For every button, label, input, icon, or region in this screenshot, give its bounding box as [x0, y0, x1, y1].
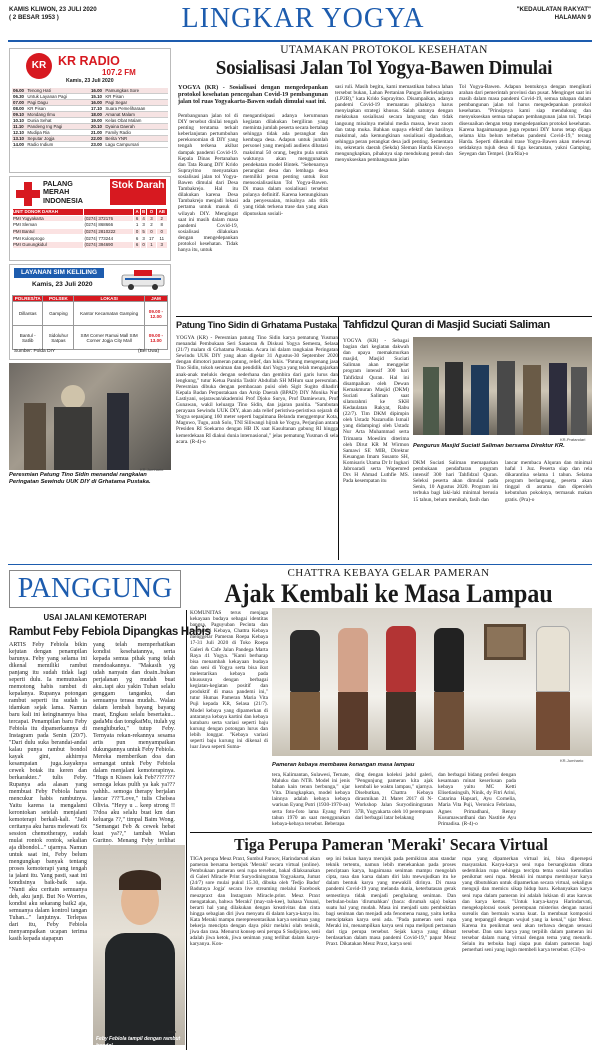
- sim-header-cell: POLRES/TA: [13, 296, 43, 302]
- sim-source: Sumber: Polda DIY: [14, 349, 56, 354]
- red-cross-icon: [16, 182, 40, 206]
- schedule-program: Suara Pemeliharaan: [104, 106, 168, 112]
- pmi-unit: PMI Gunungkidul: [13, 241, 84, 248]
- divider: [176, 316, 592, 317]
- schedule-time: 20.10: [90, 124, 104, 130]
- section-title: LINGKAR YOGYA: [181, 3, 425, 34]
- kebaya-photo-caption: Pameran kebaya membawa kenangan masa lampau: [272, 762, 415, 768]
- schedule-row: [12, 142, 168, 148]
- schedule-program: Tenong Hati: [26, 88, 90, 94]
- schedule-time: 13.10: [12, 136, 26, 142]
- pmi-box: [9, 176, 171, 261]
- schedule-program: Pagi Segar: [104, 100, 168, 106]
- pmi-stock-value: 6: [134, 215, 140, 222]
- schedule-time: 14.00: [12, 142, 26, 148]
- sim-row: [13, 302, 168, 326]
- paper-name: "KEDAULATAN RAKYAT": [516, 6, 591, 13]
- schedule-time: 17.10: [90, 106, 104, 112]
- sim-header-cell: JAM: [144, 296, 167, 302]
- pmi-title: [43, 180, 83, 205]
- pmi-stock-value: 0: [147, 228, 156, 235]
- pmi-stock-value: 0: [134, 228, 140, 235]
- sim-keliling-box: [9, 264, 171, 360]
- kr-radio-frequency: 107.2 FM: [102, 68, 136, 77]
- schedule-program: Amanat Malam: [104, 112, 168, 118]
- tino-photo: [9, 363, 171, 470]
- feby-photo: [93, 845, 185, 1045]
- sim-cell: 09.00 - 12.00: [144, 302, 167, 326]
- sim-row: [13, 326, 168, 350]
- pmi-stock-value: 2: [147, 222, 156, 229]
- edition-date-jawa: ( 2 BESAR 1953 ): [9, 14, 59, 21]
- page-label: HALAMAN 9: [554, 14, 591, 21]
- schedule-program: Kelas Obat Malam: [104, 118, 168, 124]
- schedule-program: Pagi Dagu: [26, 100, 90, 106]
- schedule-time: 12.10: [12, 130, 26, 136]
- schedule-program: Berita YNR: [104, 136, 168, 142]
- pmi-stock-value: 0: [156, 228, 168, 235]
- schedule-time: 19.00: [90, 118, 104, 124]
- paper-info: [517, 6, 591, 22]
- kr-radio-logo-icon: KR: [26, 53, 52, 79]
- meraki-column-2: sep ini bukan hanya merujuk pada pemikiran atau standar teknik tertentu, namun lebih menekankan pada proses penciptaan karya, bagaimana seniman mampu mengolah cipta, rasa dan karsa dalam diri lalu mewujudkan itu ke dalam bentuk karya yang mewakili dirinya. Di masa pandemi Covid-19 yang melanda dunia, keterbatasan gerak semestinya tidak menjadi penghalang seniman. Dan berbulan-bulan 'dirumahkan' (baca: dirumah saja) bukan suatu hal yang mudah. Masa ini menjadi satu pembuktian bagi seniman dan menjadi ada fenomena ruang, yaitu ketika menciptakan karya seni ada. "Pada pameran seni rupa Meraki ini, menampilkan karya seni rupa meliputi pertaunan dari tiga perupa tersebut. Sejak karya yang dibuat berdasarkan dalam masa pandemi Covid-19," papar Meuz Praxt. Dikatakan Meuz Praxt, karya seni: [326, 856, 456, 948]
- pmi-title-2: MERAH: [43, 187, 70, 197]
- stok-darah-title: Stok Darah: [110, 179, 166, 205]
- pmi-stock-value: 3: [140, 235, 146, 242]
- schedule-time: 22.00: [90, 136, 104, 142]
- sim-cell: SIM Corner Ramai Mall SIM Corner Jogja City Mall: [74, 326, 145, 350]
- schedule-time: 06.00: [12, 88, 26, 94]
- kr-radio-box: [9, 48, 171, 173]
- schedule-program: Untuk Layanan Pagi: [26, 94, 90, 100]
- pmi-stock-value: 3: [156, 241, 168, 248]
- pmi-stock-value: 4: [140, 215, 146, 222]
- edition-date: [9, 6, 97, 22]
- sim-keliling-title: LAYANAN SIM KELILING: [14, 268, 104, 278]
- feby-headline: Rambut Feby Febiola Dipangkas Habis: [9, 626, 211, 638]
- schedule-time: 16.00: [90, 100, 104, 106]
- pmi-row: [13, 235, 168, 242]
- pmi-stock-value: 11: [156, 235, 168, 242]
- schedule-program: Mudipa Ria: [26, 130, 90, 136]
- schedule-time: 07.00: [12, 100, 26, 106]
- pmi-stock-value: 0: [140, 241, 146, 248]
- pmi-header-cell: [84, 209, 134, 216]
- feby-column-2a: [93, 642, 175, 842]
- pmi-phone: (0274) 372176: [84, 215, 134, 222]
- kr-radio-schedule: [12, 88, 168, 148]
- feby-kicker: USAI JALANI KEMOTERAPI: [43, 613, 147, 622]
- kr-radio-logo: KR RADIO: [58, 54, 120, 68]
- schedule-program: KR Pisan: [26, 106, 90, 112]
- schedule-program: Lagu Campursari: [104, 142, 168, 148]
- kr-radio-header: [10, 49, 170, 87]
- pmi-stock-value: 2: [156, 215, 168, 222]
- divider: [338, 316, 339, 560]
- sim-cell: Sidoluhur Satpas: [43, 326, 74, 350]
- divider: [190, 832, 592, 833]
- schedule-program: Radio Indium: [26, 142, 90, 148]
- kebaya-photo: [272, 608, 592, 756]
- pmi-row: [13, 215, 168, 222]
- pmi-header-cell: AB: [156, 209, 168, 216]
- pmi-header-cell: B: [142, 209, 146, 215]
- schedule-time: 08.00: [12, 106, 26, 112]
- schedule-time: 23.00: [90, 142, 104, 148]
- schedule-time: 18.00: [90, 112, 104, 118]
- pmi-title-1: PALANG: [43, 179, 73, 188]
- divider: [186, 610, 187, 1050]
- pmi-stock-value: 3: [140, 222, 146, 229]
- schedule-time: 09.10: [12, 112, 26, 118]
- schedule-program: Dunia Sehat: [26, 118, 90, 124]
- tahfidzul-photo: [413, 337, 592, 435]
- sim-note: (Bei Uwa): [138, 349, 160, 354]
- sim-keliling-date: Kamis, 23 Juli 2020: [32, 281, 93, 288]
- kebaya-column-2: tera, Kalimantan, Sulawesi, Ternate, Maluku dan NTB. Model ini jenis bahan kain tenun berbunga," ujar Vita. Diungkapkan, model kebaya lainnya adalah kebaya kebaya warisan Eyang Putri (1930-1970-an) serta foto-foto lama Eyang Putri tahun 1970 an saat menggunakan kebaya-kebaya tersebut. Beberapa: [272, 772, 350, 827]
- tol-column-4: Tol Yogya-Bawen. Adapun bentuknya dengan mengikuti arahan dari pemerintah provinsi dan pusat. Menginget saat ini masih dalam masa pandemi Covid-19, semua tahapan dalam pembangunan jalan tol harus mengedepankan protokol kesehatan. "Prinsipnya kami siap mendukung dan menyukseskan semua tahapan pembangunan jalan tol. Tetapi disesuaikan dengan tetap mengedepankan protokol kesehatan. Karena bagaimanapun juga reputasi DIY harus tetap dijaga selama kita belum terbebas pandemi Covid-19," terang Harda. Seperti diketahui trase Yogya-Bawen akan melewati setidaknya tujuh desa di tiga kecamatan, yakni Gamping, Seyegan dan Tempel. (Ira/Ria)-o: [459, 84, 591, 158]
- kr-radio-date: Kamis, 23 Juli 2020: [66, 78, 114, 84]
- schedule-row: [12, 106, 168, 112]
- masthead-rule: [8, 40, 592, 42]
- pmi-stock-table: [12, 208, 168, 249]
- schedule-program: Family Radio: [104, 130, 168, 136]
- schedule-program: Seputar Jogja: [26, 136, 90, 142]
- pmi-phone: (0274) 2810222: [84, 228, 134, 235]
- pmi-phone: (0274) 868666: [84, 222, 134, 229]
- schedule-time: 21.00: [90, 130, 104, 136]
- pmi-stock-value: 17: [147, 235, 156, 242]
- kebaya-column-4: dan berbagai bidang profesi dengan kesamaan minat keseriusan pada kebaya yaitu MC Ketti Elisetiasingsih, Ninik, dy Fitri Arini, Catarina Hapsari, Ayu Cornelia, Maria Vita Puji, Veronica Febriana, Agnes Primadhani, Renny Kusumawardhani dan Nastitie Ayu Primadisa. (R-4)-o: [438, 772, 516, 827]
- sim-header-cell: LOKASI: [74, 296, 145, 302]
- tahfidzul-photo-credit: KR-Pratandari: [560, 437, 586, 442]
- schedule-program: KR Pisan: [104, 94, 168, 100]
- feby-photo-credit: Insta: [168, 1030, 177, 1034]
- tahfidzul-column-1: YOGYA (KR) - Sebagai bagian dari kegiatan dakwah dan upaya memakmurkan masjid, Masjid Suciati Saliman akan menggelar program intensif 300 hari Tahfidzul Quran. Hal ini disampaikan oleh Dewan Kemakmuran Masjid (DKM) Suciati Saliman saat silaturahmi ke SKH Kedaulatan Rakyat, Rabu (22/7). Tim DKM dipimpin oleh Ustadz Nazarudin Ismail yang didampingi oleh Ustadz Nur Arta Muhammad serta Trimanta Moeslim diterima oleh Dirut KR M Wirmon Samawi SE MIB, Direktur Keuangan Imam Susanto SH, Komisaris Utama Dr Ir Ingkari Jabroaradi serta Wapemred Drs H Ahmad Luthfie MS. Pada kesempatan itu: [343, 338, 409, 485]
- section-rule: [8, 564, 592, 565]
- tahfidzul-headline: Tahfidzul Quran di Masjid Suciati Saliman: [343, 319, 550, 331]
- panggung-section-title: PANGGUNG: [9, 570, 181, 608]
- pmi-phone: (0274) 773244: [84, 235, 134, 242]
- schedule-time: 16.00: [90, 88, 104, 94]
- pmi-unit: PMI Yogyakarta: [13, 215, 84, 222]
- tol-column-3: sasi ruli. Masih begitu, kami memastikan bahwa lahan tersebut bukan, Lahan Pertanian Pangan Berkelanjutan (LP2B)," kata Krido Suprayitno. Disampaikan, adanya pandemi Covid-19 memantau pihaknya harus menyiapkan strategi khusus. Salah satunya dengan melakukan sosialisasi secara langsung dan tidak langsung misalnya melalui media massa, lewat zoom dan tatap muka. Bahkan supaya efektif dan hasilnya maksimal, ada kemungkinan sosialisasi dipadatkan, sehingga peran perangkat desa jadi penting. Sementara itu, sekretaris daerah (Sekda) Sleman Harda Kiswoyo mengungkapkan, pihaknya siap mendukung penuh dan menyukseskan pembangunan jalan: [335, 84, 453, 164]
- pmi-stock-value: 6: [134, 235, 140, 242]
- tino-headline: Patung Tino Sidin di Grhatama Pustaka: [176, 320, 337, 330]
- schedule-time: 10.10: [12, 118, 26, 124]
- pmi-row: [13, 222, 168, 229]
- pmi-stock-value: 1: [134, 222, 140, 229]
- sim-cell: Gamping: [43, 302, 74, 326]
- pmi-header-cell: A: [135, 209, 139, 215]
- pmi-header-cell: UNIT DONOR DARAH: [13, 209, 84, 216]
- kebaya-kicker: CHATTRA KEBAYA GELAR PAMERAN: [287, 567, 490, 579]
- sim-cell: Dillantas: [13, 302, 43, 326]
- tol-lead: YOGYA (KR) - Sosialisasi dengan mengedepankan protokol kesehatan pencegahan Covid-19 pembangunan jalan tol ruas Yogyakarta-Bawen sudah dimulai saat ini.: [178, 84, 328, 106]
- pmi-stock-value: 3: [147, 215, 156, 222]
- pmi-stock-value: 8: [156, 222, 168, 229]
- schedule-program: Pandeng Ing Pagi: [26, 124, 90, 130]
- kebaya-column-1: KOMUNITAS terus menjaga kekayaan budaya sebagai identitas bangsa, Paguyuban Pecinta dan Pemerhati Kebaya, Chattra Kebaya menggelar Pameran Roepa Kebaya 17-31 Juli 2020 di Toko Roepa Galeri & Cafe Jalan Pandega Marta Raya 41 Yogya. "Kami berharap bisa menambah kekayaan budaya dan seni di Yogya serta bisa ikut melestarikan kebaya pada khususnya dengan berbagai kegiatan-kegiatan positif dan produktif di masa pandemi ini," tutur Humas Pameran Maria Vita Puji kepada KR, Selasa (21/7). Model kebaya yang dipamerkan di antaranya kebaya kartini dan kebaya kutubaru serta variasi seperti baju kurung dengan potongan lurus dan lebih longgar. "Kebaya variasi seperti baju kurung ini dikenal di luar Jawa seperti Suma-: [190, 610, 268, 751]
- pmi-phone: (0274) 394690: [84, 241, 134, 248]
- police-car-icon: [120, 269, 166, 291]
- pmi-unit: PMI Sleman: [13, 222, 84, 229]
- tino-photo-credit: KR-Jumhario: [140, 467, 164, 472]
- tahfidzul-column-3: lancar membaca Alquran dan minimal hafal 1 Juz. Peserta siap dan rela dikarantina selama 1 tahun. Selama program berlangsung, peserta akan tinggal di asrama dan diperoleh kebutuhan pokoknya, termasuk makan gratis. (Pra)-o: [505, 460, 592, 503]
- tino-photo-caption: Peresmian Patung Tino Sidin menandai rangkaian Peringatan Sewindu UUK DIY di Grhatama Pustaka.: [9, 472, 151, 485]
- feby-column-2-text: yang telah memperhatikan kondisi kesehatannya, serta kepada semua pihak yang telah mendoakannya. "Makasih yg udah nanyain dan doain..bukan perjalanan yg mudah buat aku..tapi aku yakin Tuhan selalu genggam tanganku, dan semuanya terasa mudah.. Walau dalam lembah bayang bayang maut, Engkau selalu besertaku... gadaMu dan tongkatMu, itulah yg menghiburku," tutup Feby. Ternyata rekan-rekannya sesama artis pun menyampaikan dukungannya untuk Feby Febiola. Mereka memberikan doa dan semangat untuk Feby Febiola dalam menjalani kemoterapinya. "Hugs n Kisses kak Feb???????? semoga lekas pulih ya kak ya??? yahhh.. semoga therapy berjalan lancar ???"Love," tulis Chelsea Olivia. "Heyy u .. keep strong !! ??doa aku selalu buat km dan keluarga ??," timpal Baim Wong. "Semangat Feb & cewek hebat kuat ya??," tambah Wulan Guritno. Menang Feby terlihat: [93, 642, 175, 844]
- tol-kicker: UTAMAKAN PROTOKOL KESEHATAN: [280, 44, 488, 56]
- kebaya-headline: Ajak Kembali ke Masa Lampau: [224, 579, 553, 608]
- sim-header-cell: POLSEK: [43, 296, 74, 302]
- schedule-program: Pamungkas Sore: [104, 88, 168, 94]
- schedule-time: 15.10: [90, 94, 104, 100]
- pmi-header-cell: O: [147, 209, 156, 216]
- feby-column-1: ARTIS Feby Febiola bikin kejutan dengan penampilan barunya. Feby yang selama ini dikenal memiliki rambut panjang itu sudah tidak lagi seperti dulu. Ia memutuskan memotong habis rambut di kepalanya. Rupanya potongan rambut seperti itu sudah ia idamkan sejak lama. Namun baru kali ini keinginannya bisa tercapai. Penampilan baru Feby Febiola itu dipamerkannya di Instagram pada Senin (20/7). "Dari dulu suka berandai-andai kalau punya rambut bondol kayak gini, akhirnya kesampaian juga..kayaknya cewek botak itu keren dan berkarakter.." tulis Feby. Rupanya ada alasan yang membuat Feby Febiola harus mencukur habis rambutnya. Yaitu karena ia mengalami kerontokan setelah menjalani kemoterapi berkali-kali. "Jadi ceritanya aku harus melewati 6x session chemotherapy, sudah mulai rontok rontok, sekalian aja dibondol..." ujarnya. Namun untuk saat ini, Feby belum mengungkap banyak tentang proses kemoterapi yang tengah ia jalani itu. Yang pasti, saat ini kondisinya baik-baik saja. "Nanti aku ceritain semuanya deh, aku janji. But No Worries, kondisi aku sekarang baik2 aja, semuanya dalam kontrol tangan Tuhan..." lanjutnya. Terlepas dari itu, Feby Febiola menyampaikan ucapan terima kasih kepada siapapun: [9, 642, 87, 942]
- tol-column-1: Pembangunan jalan tol di DIY tersebut dinilai tengah penting terutama terkait keberlanjutan pertumbuhan perekonomian di DIY yang tengah terkena akibat dampak pandemi Covid-19. Kepala Dinas Pertanahan dan Tata Ruang DIY Krido Suprayitno menyatakan sosialisasi jalan tol Yogya-Bawen dimulai dari Desa Tambakrejo. Hal itu dilakukan karena Desa Tambakrejo menjadi lokasi pertama untuk masuk di wilayah DIY. Mengingat saat ini masih dalam masa pandemi Covid-19, sosialisasi dilakukan dengan mengedepankan protokol kesehatan. Tidak hanya itu, untuk: [178, 113, 238, 254]
- sim-cell: Bantul - Satlib: [13, 326, 43, 350]
- edition-date-line: KAMIS KLIWON, 23 JULI 2020: [9, 6, 97, 13]
- sim-cell: 09.00 - 13.00: [144, 326, 167, 350]
- pmi-row: [13, 228, 168, 235]
- sim-schedule-table: [12, 295, 168, 350]
- kebaya-photo-credit: KR-Jumhario: [560, 758, 584, 763]
- pmi-stock-value: 6: [134, 241, 140, 248]
- tahfidzul-column-2: DKM Suciati Saliman memaparkan pembukaan pendaftaran program intensif 300 hari Tahfidzul Quran. Seleksi peserta akan dimulai pada Senin, 10 Agustus 2020. Program ini terbuka bagi laki-laki minimal berusia 15 tahun, belum menikah, fasih dan: [413, 460, 498, 503]
- schedule-program: Mondang Ilmu: [26, 112, 90, 118]
- kebaya-column-3: ding dengan koleksi jadul galeri, "Pengunjung pameran kita ajak kembali ke waktu lampau," ujarnya. Disebutkan, Chattra Kebaya dirasmikan 21 Maret 2017 di N-Workshop Jalan Suryodiningratan 37B, Yogyakarta oleh 10 perempuan dari berbagai latar belakang: [355, 772, 433, 821]
- meraki-column-3: rupa yang dipamerkan virtual ini, bisa dipersepsi masyarakat. Karya-karya seni rupa bersangkutan ditata sedemikian rupa sehingga tercipta tema sosial kemudian penikmat seni rupa. Meraki ini mampu membayar karya yang dibutuhkan untuk dipamerkan secara virtual, sekaligus menguji dan memicu sikap hidup baru. Kebanyakan karya seni rupa dalam pameran ini adalah lukisan di atas kanvas dan karya kertas. "Untuk karya-karya Harindarvati, mengeksplorasi sosok perempuan misterius dengan narasi surealis dan bermain warna kuat. Ia membuat komposisi yang terpanggil dengan wujud yang ia kenal," ujar Meuz. Karena itu penikmat seni akan terbawa dengan sensasi tersebut. Dan satu karya yang terpilih dalam pameran ini tersebar dalam ruang virtual dengan tema yang menarik. Selain itu terbuka bagi siapa pun dalam pameran bagi pemerhati seni yang ingin membeli karya tersebut. (Cil)-o: [462, 856, 592, 954]
- tol-headline: Sosialisasi Jalan Tol Yogya-Bawen Dimulai: [215, 57, 553, 79]
- pmi-stock-value: 5: [140, 228, 146, 235]
- tahfidzul-photo-caption: Pengurus Masjid Suciati Saliman bersama Direktur KR.: [413, 443, 565, 449]
- pmi-row: [13, 241, 168, 248]
- pmi-unit: PMI Bantul: [13, 228, 84, 235]
- pmi-stock-value: 1: [147, 241, 156, 248]
- meraki-column-1: TIGA perupa Meuz Praxt, Sumbul Paroov, Harindarvati akan pameran bersama bertajuk 'Meraki' secara virtual (online). Pembukaan pameran seni rupa tersebut, bakal dilaksanakan di Galeri Miracle Print Suryodiningratan Yogyakarta, Jumat (24/7) sore mulai pukul 15.30, dibuka oleh 'Tedjo Badut' Badutaya Jogja' secara live streaming melalui Facebook meuzpraxt dan Instagram Miracle.print. Meuz Praxt mengatakan, bahwa 'Meraki' (may-rah-kee), bahasa Yunani, berarti hal yang dilakukan dengan kreativitas dan cinta hingga sebagian diri jiwa menyatu di dalam karya-karya itu. Kata Meraki mampu merepresentasikan karya seniman yang bekerja mencipta dengan daya pikir melalui olah tenisik, jiwa dan rasa. Menurut konsep seni perupa S Sudjojono, seni adalah jiwa ketok, jiwa seniman yang terlihat dalam karya-karyanya. Kon-: [190, 856, 320, 948]
- tino-body: YOGYA (KR) - Peresmian patung Tino Sidin karya pematung Yusman menandai Pembukaan Seri Sasaeran & Diskusi Yogya Semesta, Selasa (21/7) malam di Grhatama Pustaka. Acara ini dalam rangkaian Peringatan Sewindu UUK DIY yang akan digelar 31 Agustus-30 September 2020 dengan dimotori pameran patung, relief, dan lukis. "Patung mengenang jasa Tino Sidin, tokoh seniman dan pendidik dari Yogya yang telah mengajarkan anak-anak melukis dengan sederhana dan gembira dari garis lurus dan lengkung," tutur Ketua Panitia Tasbir Abdullah SH MHum saat peresmian. Peresmian dibuka dengan pembacaan puisi oleh Sigit Sugito dihadiri Kepala Badan Perpustakaan dan Arsip Daerah (BPAD) DIY Monika Nur Lastiyani, sejarawan/akademisi Prof Djoko Suryo, Prof Damiewuro, Prof Gunawan, wakil keluarga Tino Sidin, dan jajaran panitia. "Sambutan perayaan Sewindu UUK DIY, akan ada relief peristiwa-peristiwa sejarah di Yogya sepanjang 160 meter seperti bagaimana Belanda menggempur Kota, Maguwo, Tugu, arah Solo, TNI Siliwangi hijrah ke Yogya, Perjanjian antara Presiden RI Soekarno dengan HB IX saat Kasultanan gabung RI hingga kemerdekaan RI diakui dunia internasional," jelas pematung Yusman di sela acara. (R-4)-o: [176, 335, 338, 445]
- meraki-headline: Tiga Perupa Pameran 'Meraki' Secara Virtual: [234, 835, 548, 854]
- feby-photo-caption: Feby Febiola tampil dengan rambut bondol.: [96, 1036, 181, 1049]
- schedule-time: 11.10: [12, 124, 26, 130]
- schedule-time: 06.30: [12, 94, 26, 100]
- tol-column-2: mengantisipasi adanya kerumunan kegiatan dilakukan bergiliran yang meminta jumlah peserta secara bertahap sehingga tidak ada perangkat dan kembaga desa. Adapun untuk jumlah personel yang menjadi audiens dibatasi maksimal 50 orang, begitu pula untuk waktunya akan menggunakan pendekatan model Bintek. "Sebenarnya perangkat desa dan lembaga desa memiliki peran penting untuk ikut mensosialisasikan Tol Yogya-Bawen. Di masa dalam sosialisasi tersebut polanya definitif. Karena kemungkinan ada penyesuaian, misalnya ada titik yang tidak terkena trase dan yang akan diputuskan sosiali-: [243, 113, 329, 217]
- pmi-title-3: INDONESIA: [43, 195, 83, 205]
- sim-cell: Kantor Kecamatan Gamping: [74, 302, 145, 326]
- schedule-program: Dyaina Daerah: [104, 124, 168, 130]
- pmi-unit: PMI Kulonprogo: [13, 235, 84, 242]
